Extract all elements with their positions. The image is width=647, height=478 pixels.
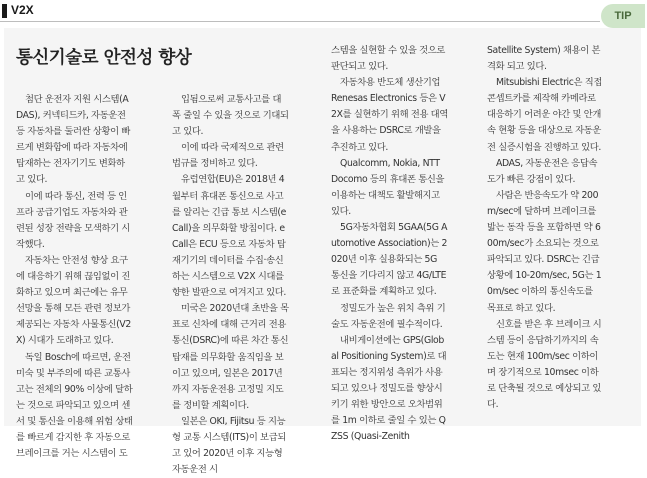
- paragraph: 자동차용 반도체 생산기업 Renesas Electronics 등은 V2X를 실현하기 위해 전용 대역을 사용하는 DSRC로 개발을 추진하고 있다.: [331, 77, 448, 153]
- text-column-1: [16, 92, 133, 462]
- text-column-4: [487, 43, 604, 413]
- paragraph: Satellite System) 채용이 본격화 되고 있다.: [487, 45, 601, 73]
- paragraph: 입됨으로써 교통사고를 대폭 줄일 수 있을 것으로 기대되고 있다.: [172, 94, 289, 138]
- paragraph: 일본은 OKI, Fijitsu 등 지능형 교통 시스템(ITS)이 보급되고 있어 2020년 이후 지능형 자동운전 시: [172, 415, 286, 476]
- header-divider: [0, 21, 600, 22]
- section-marker: [2, 4, 7, 18]
- paragraph: 이에 따라 국제적으로 관련법규를 정비하고 있다.: [172, 142, 284, 170]
- paragraph: 이에 따라 통신, 전력 등 인프라 공급기업도 자동차와 관련된 성장 전략을 모색하기 시작했다.: [16, 190, 130, 250]
- article-title: 통신기술로 안전성 향상: [16, 48, 192, 68]
- text-column-2: [172, 92, 289, 478]
- paragraph: 사람은 반응속도가 약 200m/sec에 달하며 브레이크를 밟는 동작 등을 포함하면 약 600m/sec가 소요되는 것으로 파악되고 있다. DSRC는 긴급 상황에 10-20m/sec, 5G는 10m/sec 이하의 통신속도를 목표로 하고 있다.: [487, 189, 602, 314]
- section-label: V2X: [11, 3, 34, 17]
- paragraph: 자동차는 안전성 향상 요구에 대응하기 위해 끊임없이 진화하고 있으며 최근에는 유무선망을 통해 모든 관련 정보가 제공되는 자동차 사물통신(V2X) 시대가 도래하고 있다.: [16, 254, 132, 347]
- paragraph: 독일 Bosch에 따르면, 운전미숙 및 부주의에 따른 교통사고는 전체의 90% 이상에 달하는 것으로 파악되고 있으며 센서 및 통신을 이용해 위험 상태를 빠르게 감지한 후 자동으로 브레이크를 거는 시스템이 도: [16, 351, 133, 460]
- paragraph: Mitsubishi Electric은 직접 콘셉트카를 제작해 카메라로 대응하기 어려운 야간 및 안개 속 현황 등을 대상으로 자동운전 실증시험을 진행하고 있다.: [487, 77, 603, 153]
- paragraph: 미국은 2020년대 초반을 목표로 신차에 대해 근거리 전용통신(DSRC)에 따른 차간 통신 탑재를 의무화할 움직임을 보이고 있으며, 일본은 2017년까지 자동운전용 고정밀 지도를 정비할 계획이다.: [172, 303, 289, 411]
- paragraph: 신호를 받은 후 브레이크 시스템 등이 응답하기까지의 속도는 현재 100m/sec 이하이며 장기적으로 10msec 이하로 단축될 것으로 예상되고 있다.: [487, 318, 602, 411]
- text-column-3: [331, 43, 448, 445]
- paragraph: 스템을 실현할 수 있을 것으로 판단되고 있다.: [331, 45, 445, 73]
- paragraph: 첨단 운전자 지원 시스템(ADAS), 커넥티드카, 자동운전 등 자동차를 둘러싼 상황이 빠르게 변화함에 따라 자동차에 탑재하는 전자기기도 변화하고 있다.: [16, 94, 130, 186]
- paragraph: 내비게이션에는 GPS(Global Positioning System)로 대표되는 정지위성 측위가 사용되고 있으나 정밀도를 향상시키기 위한 방안으로 오차범위를 1m 이하로 줄일 수 있는 QZSS (Quasi-Zenith: [331, 334, 447, 443]
- paragraph: Qualcomm, Nokia, NTT Docomo 등의 휴대폰 통신을 이용하는 대책도 활발해지고 있다.: [331, 157, 445, 217]
- tip-badge: TIP: [601, 4, 645, 28]
- paragraph: 정밀도가 높은 위치 측위 기술도 자동운전에 필수적이다.: [331, 302, 446, 330]
- paragraph: 유럽연합(EU)은 2018년 4월부터 휴대폰 통신으로 사고를 알리는 긴급 통보 시스템(eCall)을 의무화할 방침이다. eCall은 ECU 등으로 자동차 탑재기기의 데이터를 수집·송신하는 시스템으로 V2X 시대를 향한 발판으로 여겨지고 있다.: [172, 174, 287, 299]
- paragraph: 5G자동차협회 5GAA(5G Automotive Association)는 2020년 이후 실용화되는 5G 통신을 기다리지 않고 4G/LTE로 표준화를 계획하고 있다.: [331, 222, 448, 298]
- paragraph: ADAS, 자동운전은 응답속도가 빠른 강점이 있다.: [487, 157, 598, 185]
